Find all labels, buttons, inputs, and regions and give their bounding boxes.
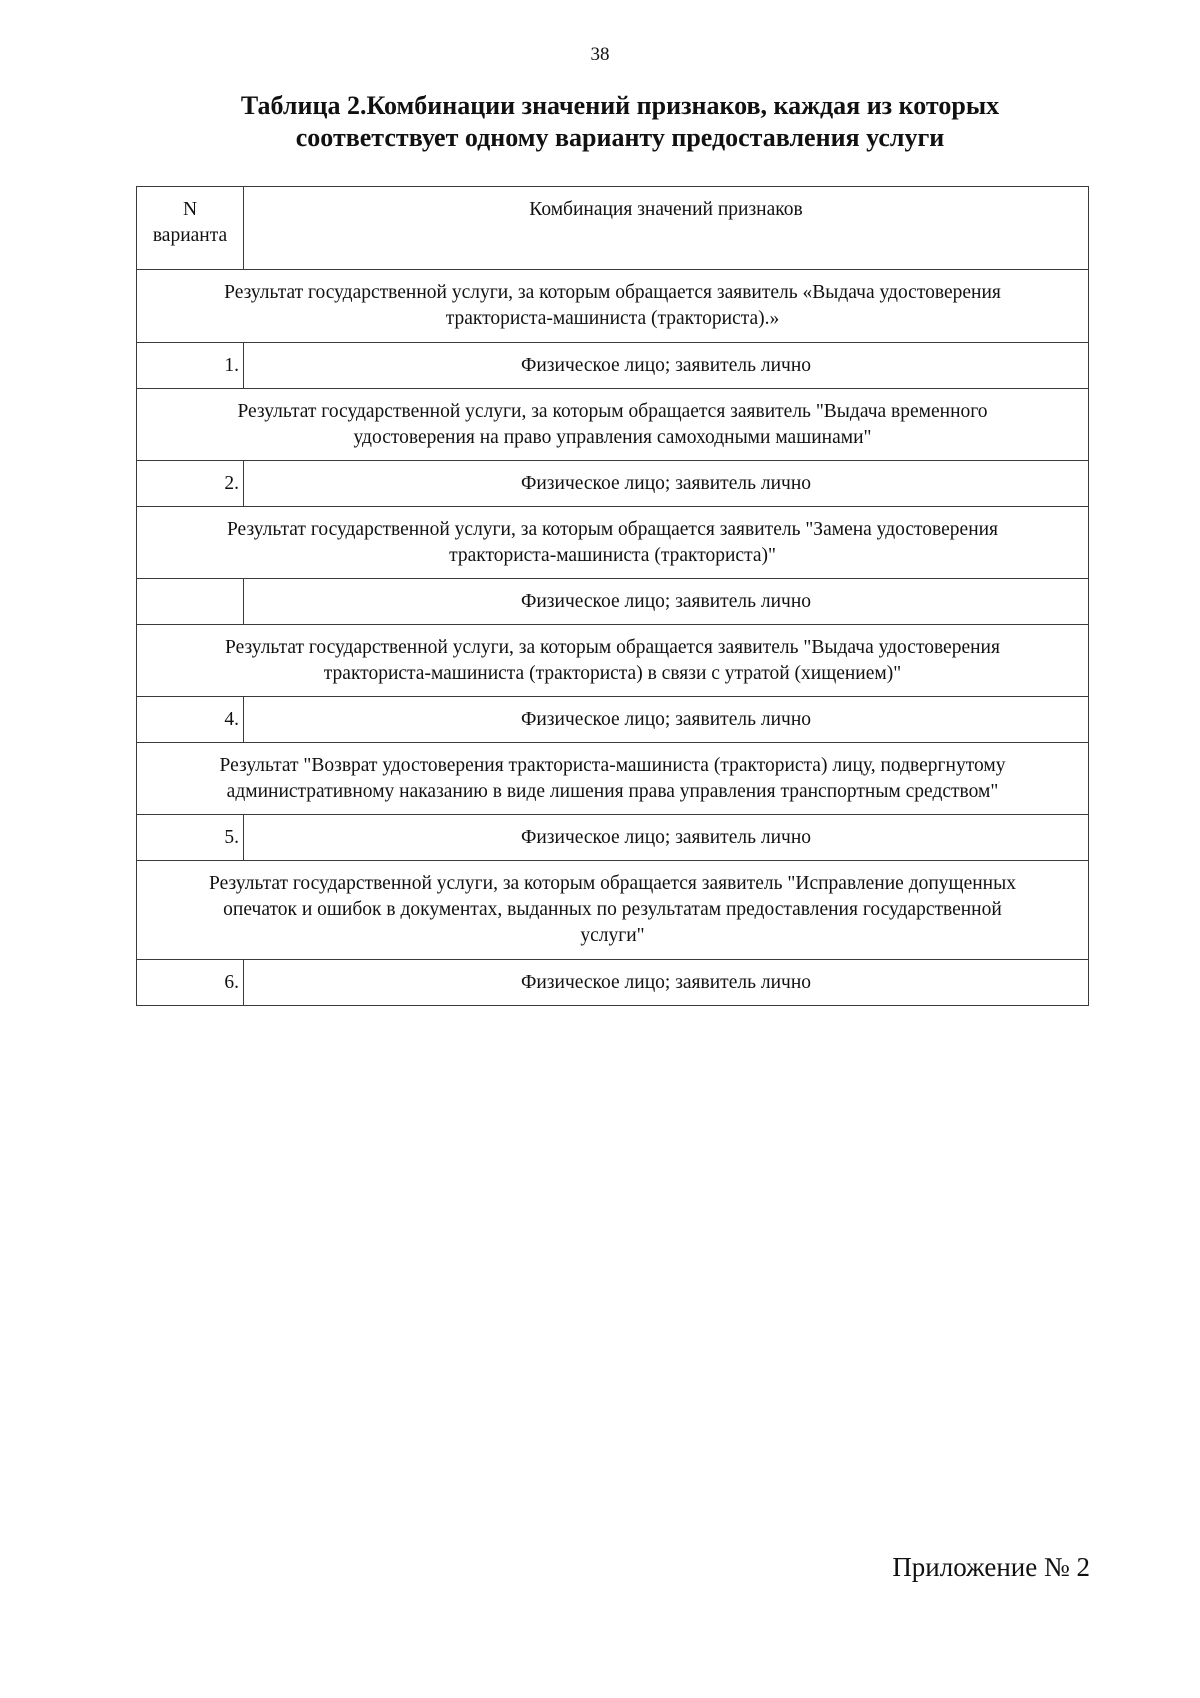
variant-combination: Физическое лицо; заявитель лично bbox=[244, 461, 1089, 507]
table-header-row bbox=[137, 187, 1089, 270]
result-description-line: Результат государственной услуги, за которым обращается заявитель "Исправление допущенных bbox=[209, 873, 1016, 894]
variant-combination: Физическое лицо; заявитель лично bbox=[244, 815, 1089, 861]
variant-combination: Физическое лицо; заявитель лично bbox=[244, 960, 1089, 1006]
result-description bbox=[137, 507, 1089, 579]
variant-row bbox=[137, 815, 1089, 861]
variant-combination: Физическое лицо; заявитель лично bbox=[244, 579, 1089, 625]
result-description bbox=[137, 270, 1089, 343]
result-description-line: Результат государственной услуги, за которым обращается заявитель «Выдача удостоверения bbox=[224, 282, 1001, 303]
page-number: 38 bbox=[590, 44, 610, 65]
variant-number: 4. bbox=[137, 697, 244, 743]
variant-number: 1. bbox=[137, 343, 244, 389]
variant-row bbox=[137, 960, 1089, 1006]
result-description bbox=[137, 861, 1089, 960]
result-section-row bbox=[137, 625, 1089, 697]
variant-number: 2. bbox=[137, 461, 244, 507]
result-description bbox=[137, 625, 1089, 697]
variant-row bbox=[137, 697, 1089, 743]
result-description-line: Результат государственной услуги, за которым обращается заявитель "Замена удостоверения bbox=[226, 519, 999, 540]
result-section-row bbox=[137, 743, 1089, 815]
result-description-line: услуги" bbox=[580, 925, 645, 946]
variant-row bbox=[137, 343, 1089, 389]
header-variant-number-line-2: варианта bbox=[152, 225, 228, 246]
result-description-line: тракториста-машиниста (тракториста)" bbox=[449, 545, 776, 566]
result-description bbox=[137, 389, 1089, 461]
table-title bbox=[140, 90, 1100, 154]
result-section-row bbox=[137, 270, 1089, 343]
variant-combination: Физическое лицо; заявитель лично bbox=[244, 697, 1089, 743]
header-combination: Комбинация значений признаков bbox=[244, 187, 1089, 270]
variants-table bbox=[136, 186, 1089, 1006]
result-section-row bbox=[137, 389, 1089, 461]
header-variant-number-line-1: N bbox=[182, 199, 198, 220]
variant-combination: Физическое лицо; заявитель лично bbox=[244, 343, 1089, 389]
result-description-line: удостоверения на право управления самоходными машинами" bbox=[353, 427, 872, 448]
variant-number: 6. bbox=[137, 960, 244, 1006]
appendix-label: Приложение № 2 bbox=[892, 1552, 1090, 1582]
result-description-line: тракториста-машиниста (тракториста).» bbox=[445, 308, 780, 329]
variant-number: 5. bbox=[137, 815, 244, 861]
result-section-row bbox=[137, 861, 1089, 960]
variant-row bbox=[137, 579, 1089, 625]
result-description-line: Результат государственной услуги, за которым обращается заявитель "Выдача удостоверения bbox=[225, 637, 1000, 658]
table-title-line-1: Таблица 2.Комбинации значений признаков, каждая из которых bbox=[240, 91, 1000, 120]
result-description bbox=[137, 743, 1089, 815]
variant-number bbox=[137, 579, 244, 625]
result-section-row bbox=[137, 507, 1089, 579]
result-description-line: административному наказанию в виде лишения права управления транспортным средством" bbox=[226, 781, 999, 802]
result-description-line: Результат государственной услуги, за которым обращается заявитель "Выдача временного bbox=[237, 401, 988, 422]
header-variant-number bbox=[137, 187, 244, 270]
result-description-line: тракториста-машиниста (тракториста) в связи с утратой (хищением)" bbox=[323, 663, 902, 684]
variant-row bbox=[137, 461, 1089, 507]
result-description-line: опечаток и ошибок в документах, выданных по результатам предоставления государственной bbox=[223, 899, 1002, 920]
result-description-line: Результат "Возврат удостоверения тракториста-машиниста (тракториста) лицу, подвергнутому bbox=[219, 755, 1006, 776]
table-title-line-2: соответствует одному варианту предоставления услуги bbox=[295, 123, 945, 152]
